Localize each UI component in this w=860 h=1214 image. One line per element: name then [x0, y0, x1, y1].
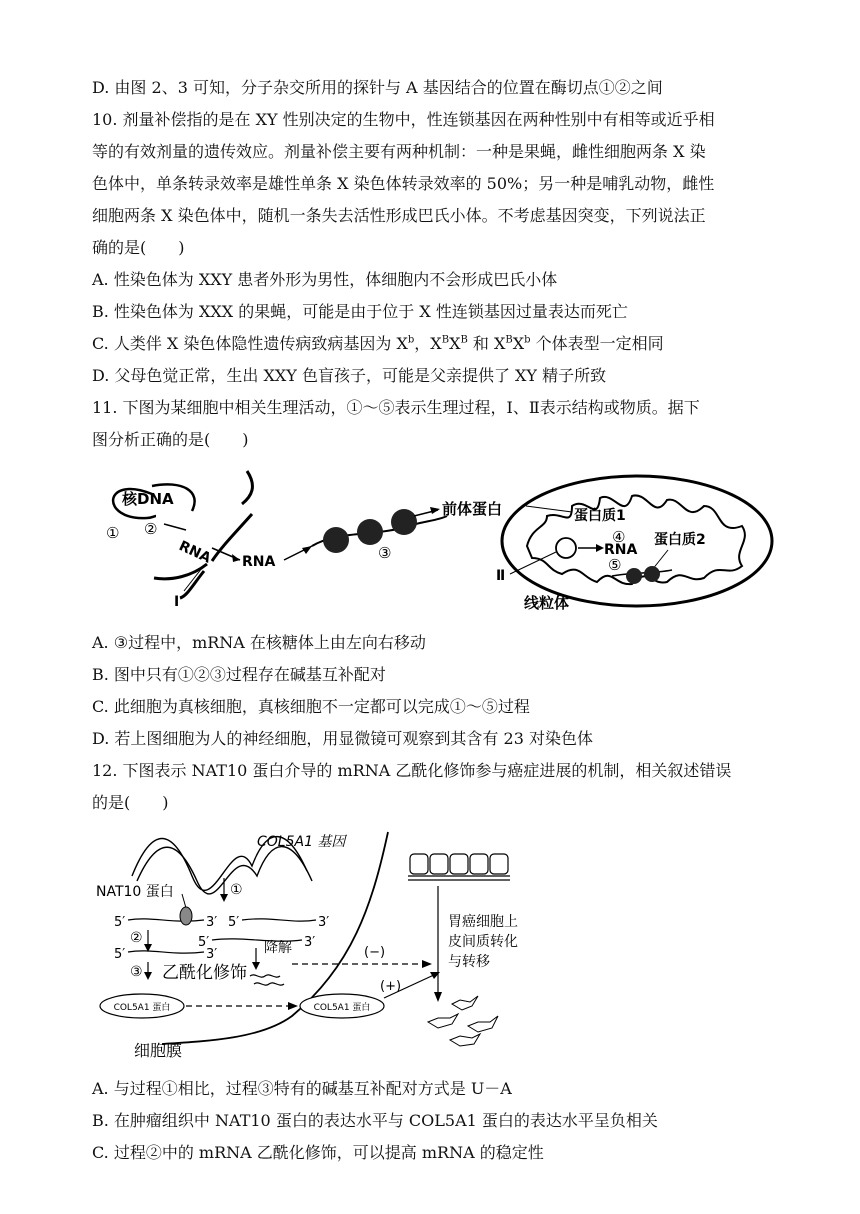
- prime-3-d: 3′: [206, 947, 218, 962]
- q12-step-1-label: ①: [230, 882, 243, 898]
- negative-regulation-label: (−): [364, 945, 386, 960]
- nuclear-dna-label: 核DNA: [122, 490, 174, 508]
- q12-option-c: C. 过程②中的 mRNA 乙酰化修饰，可以提高 mRNA 的稳定性: [92, 1143, 544, 1162]
- q9-option-d: D. 由图 2、3 可知，分子杂交所用的探针与 A 基因结合的位置在酶切点①②之间: [92, 78, 663, 97]
- step-3-label: ③: [378, 544, 392, 562]
- q10-stem-line-1: 10. 剂量补偿指的是在 XY 性别决定的生物中，性连锁基因在两种性别中有相等或近乎相: [92, 110, 715, 129]
- q12-figure: [92, 826, 562, 1066]
- col5a1-protein-outside: COL5A1 蛋白: [313, 1003, 371, 1013]
- mitochondrion-label: 线粒体: [524, 594, 570, 612]
- q12-stem-line-1: 12. 下图表示 NAT10 蛋白介导的 mRNA 乙酰化修饰参与癌症进展的机制，相关叙述错误: [92, 761, 732, 780]
- protein-1-label: 蛋白质1: [574, 508, 626, 524]
- q10-option-d: D. 父母色觉正常，生出 XXY 色盲孩子，可能是父亲提供了 XY 精子所致: [92, 366, 607, 385]
- emt-label-2: 皮间质转化: [448, 934, 518, 950]
- protein-2-label: 蛋白质2: [654, 532, 706, 548]
- prime-3-b: 3′: [318, 915, 330, 930]
- q10-option-b: B. 性染色体为 XXX 的果蝇，可能是由于位于 X 性连锁基因过量表达而死亡: [92, 302, 628, 321]
- nat10-protein-label: NAT10 蛋白: [96, 884, 174, 900]
- q12-step-3-label: ③: [130, 964, 143, 980]
- q11-option-d: D. 若上图细胞为人的神经细胞，用显微镜可观察到其含有 23 对染色体: [92, 729, 593, 748]
- prime-5-a: 5′: [114, 915, 126, 930]
- rna-label-1: RNA: [176, 538, 214, 567]
- q11-stem-line-1: 11. 下图为某细胞中相关生理活动，①～⑤表示生理过程，Ⅰ、Ⅱ表示结构或物质。据下: [92, 398, 700, 417]
- q12-option-a: A. 与过程①相比，过程③特有的碱基互补配对方式是 U－A: [92, 1079, 512, 1098]
- cell-membrane-label: 细胞膜: [134, 1041, 183, 1060]
- acetylation-label: 乙酰化修饰: [162, 963, 247, 983]
- q10-stem-line-5: 确的是( ): [92, 238, 185, 257]
- prime-5-d: 5′: [114, 947, 126, 962]
- prime-3-c: 3′: [304, 935, 316, 950]
- prime-5-c: 5′: [198, 935, 210, 950]
- q10-stem-line-3: 色体中，单条转录效率是雄性单条 X 染色体转录效率的 50%；另一种是哺乳动物，雌性: [92, 174, 715, 193]
- q12-stem-line-2: 的是( ): [92, 793, 169, 812]
- prime-3-a: 3′: [206, 915, 218, 930]
- q10-option-c: C. 人类伴 X 染色体隐性遗传病致病基因为 $X^b$，$X^BX^B$ 和 $X^BX^b$ 个体表型一定相同: [92, 334, 664, 353]
- q12-option-b: B. 在肿瘤组织中 NAT10 蛋白的表达水平与 COL5A1 蛋白的表达水平呈负相关: [92, 1111, 658, 1130]
- label-I: Ⅰ: [174, 594, 180, 610]
- step-1-label: ①: [106, 524, 120, 542]
- col5a1-gene-label: COL5A1 基因: [257, 834, 346, 850]
- q10-stem-line-2: 等的有效剂量的遗传效应。剂量补偿主要有两种机制：一种是果蝇，雌性细胞两条 X 染: [92, 142, 706, 161]
- q11-option-a: A. ③过程中，mRNA 在核糖体上由左向右移动: [92, 633, 426, 652]
- step-4-label: ④: [612, 528, 626, 546]
- rna-label-2: RNA: [242, 554, 276, 570]
- step-5-label: ⑤: [608, 556, 622, 574]
- q11-option-c: C. 此细胞为真核细胞，真核细胞不一定都可以完成①～⑤过程: [92, 697, 530, 716]
- emt-label-1: 胃癌细胞上: [448, 914, 518, 930]
- q11-figure: [92, 466, 782, 616]
- step-2-label: ②: [144, 520, 158, 538]
- q12-step-2-label: ②: [130, 930, 143, 946]
- degradation-label: 降解: [264, 940, 292, 956]
- precursor-protein-label: 前体蛋白: [442, 500, 503, 518]
- q10-option-a: A. 性染色体为 XXY 患者外形为男性，体细胞内不会形成巴氏小体: [92, 270, 558, 289]
- q11-option-b: B. 图中只有①②③过程存在碱基互补配对: [92, 665, 386, 684]
- label-II: Ⅱ: [496, 568, 506, 584]
- q11-stem-line-2: 图分析正确的是( ): [92, 430, 249, 449]
- rna-label-3: RNA: [604, 542, 638, 558]
- q10-stem-line-4: 细胞两条 X 染色体中，随机一条失去活性形成巴氏小体。不考虑基因突变，下列说法正: [92, 206, 706, 225]
- emt-label-3: 与转移: [448, 954, 490, 970]
- col5a1-protein-inside: COL5A1 蛋白: [113, 1003, 171, 1013]
- positive-regulation-label: (+): [380, 979, 402, 994]
- prime-5-b: 5′: [228, 915, 240, 930]
